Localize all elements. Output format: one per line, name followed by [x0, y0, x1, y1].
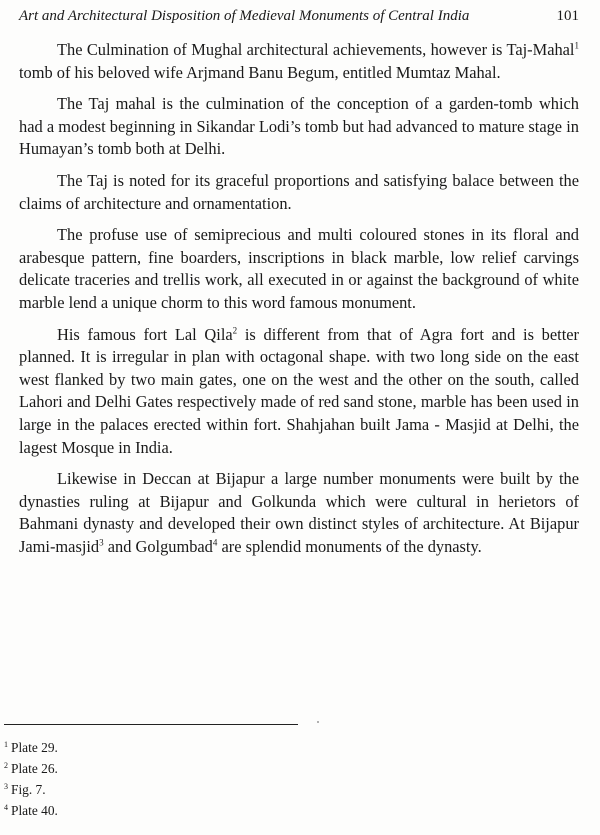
footnote-item [4, 758, 304, 779]
footnotes [4, 737, 304, 821]
footnote-divider [4, 724, 298, 725]
paragraph-ornamentation [19, 224, 579, 314]
paragraph-text: tomb of his beloved wife Arjmand Banu Begum, entitled Mumtaz Mahal. [19, 62, 501, 82]
footnote-mark: 4 [4, 802, 8, 812]
paragraph-lal-qila [19, 324, 579, 460]
footnote-text: Plate 29. [11, 740, 58, 755]
body-text [19, 39, 579, 567]
page-number: 101 [556, 8, 579, 24]
running-header [19, 5, 579, 27]
footnote-mark: 3 [4, 781, 8, 791]
running-header-title: Art and Architectural Disposition of Medieval Monuments of Central India [19, 8, 470, 24]
paragraph-proportions [19, 170, 579, 215]
footnote-mark: 1 [4, 739, 8, 749]
paragraph-text: are splendid monuments of the dynasty. [217, 536, 482, 556]
footnote-reference: 2 [232, 325, 238, 336]
paragraph-text: Likewise in Deccan at Bijapur a large number monuments were built by the dynasties ruling at Bijapur and Golkunda which were cultural in herietors of Bahmani dynasty and developed their own distinct styles of architecture. At Bijapur Jami-masjid [19, 469, 579, 556]
paragraph-text: The Taj is noted for its graceful proportions and satisfying balace between the claims of architecture and ornamentation. [19, 170, 579, 213]
scan-speck [317, 721, 319, 723]
paragraph-text: The profuse use of semiprecious and multi coloured stones in its floral and arabesque pattern, fine boarders, inscriptions in black marble, low relief carvings delicate traceries and trellis work, all executed in or against the background of white marble lend a unique chorm to this word famous monument. [19, 225, 579, 312]
footnote-reference: 1 [574, 40, 579, 51]
paragraph-text: is different from that of Agra fort and is better planned. It is irregular in plan with octagonal shape. with two long side on the east west flanked by two main gates, one on the west and the other on the south, called Lahori and Delhi Gates respectively made of red sand stone, marble has been used in large in the palaces erected within fort. Shahjahan built Jama - Masjid at Delhi, the lagest Mosque in India. [19, 324, 579, 457]
footnote-reference: 4 [212, 537, 218, 548]
footnote-reference: 3 [99, 537, 104, 548]
paragraph-text: His famous fort Lal Qila [57, 324, 233, 344]
paragraph-deccan-bijapur [19, 468, 579, 558]
footnote-item [4, 737, 304, 758]
footnote-item [4, 779, 304, 800]
footnote-text: Plate 26. [11, 761, 58, 776]
footnote-text: Fig. 7. [11, 782, 46, 797]
paragraph-text: The Taj mahal is the culmination of the conception of a garden-tomb which had a modest beginning in Sikandar Lodi’s tomb but had advanced to mature stage in Humayan’s tomb both at Delhi. [19, 94, 579, 159]
paragraph-taj-mahal-intro [19, 39, 579, 84]
paragraph-text: and Golgumbad [103, 536, 213, 556]
footnote-mark: 2 [4, 760, 8, 770]
footnote-text: Plate 40. [11, 803, 58, 818]
paragraph-garden-tomb [19, 93, 579, 161]
footnote-item [4, 800, 304, 821]
paragraph-text: The Culmination of Mughal architectural achievements, however is Taj-Mahal [57, 40, 575, 59]
